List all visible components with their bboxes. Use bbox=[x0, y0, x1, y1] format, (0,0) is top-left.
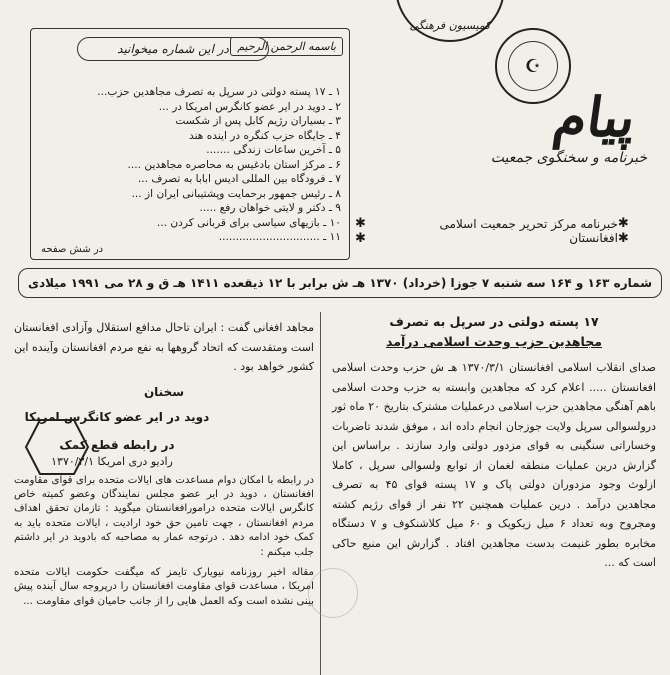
second-article bbox=[8, 312, 321, 675]
article-body-2: مقاله اخیر روزنامه نیویارک تایمز که میگفت حکومت ایالات متحده امریکا ، مساعدت قوای مقاومت افغانستان را درپروجه سال آینده پیش بینی نشده است وکه العمل هایی را از جانب حامیان قوای مقاومت ... bbox=[14, 566, 314, 607]
hexagon-ornament-icon bbox=[24, 418, 90, 476]
emblem-icon: ☪ bbox=[508, 41, 558, 91]
contents-item[interactable]: ۱۰ ـ بازیهای سیاسی برای قربانی کردن ... bbox=[156, 216, 341, 229]
faded-stamp-icon bbox=[308, 568, 358, 618]
contents-item[interactable]: ۲ ـ دوید در ایر عضو کانگرس امریکا در ... bbox=[158, 100, 341, 113]
quote-paragraph: مجاهد افغانی گفت : ایران تاحال مدافع استقلال وآزادی افغانستان است ومتقدست که اتحاد گروهها به نفع مردم افغانستان وآینده این کشور خواهد بود . bbox=[14, 321, 314, 373]
section-title: سخنان bbox=[143, 384, 185, 399]
table-of-contents bbox=[30, 28, 350, 260]
lead-article bbox=[326, 312, 662, 675]
contents-item[interactable]: ۹ ـ دکتر و لایتی خواهان رفع ..... bbox=[199, 202, 341, 214]
newspaper-subtitle: خبرنامه و سخنگوی جمعیت bbox=[490, 150, 647, 166]
cultural-seal bbox=[395, 0, 505, 42]
bismillah: باسمه الرحمن الرحیم bbox=[230, 37, 343, 56]
article-byline: رادیو دری امریکا ۱۳۷۰/۳/۱ bbox=[51, 454, 173, 468]
contents-item[interactable]: ۷ ـ فرودگاه بین المللی ادیس ابابا به تصرف ... bbox=[137, 173, 341, 185]
newspaper-title: پیام bbox=[549, 85, 640, 149]
contents-item[interactable]: ۸ ـ رئیس جمهور برحمایت وپشتیبانی ایران از ... bbox=[131, 187, 341, 200]
lead-headline: ۱۷ پسته دولتی در سرپل به تصرف bbox=[389, 314, 599, 329]
stars-right: ✱ ✱ bbox=[617, 216, 633, 246]
contents-item[interactable]: ۵ ـ آخرین ساعات زندگی ....... bbox=[206, 144, 341, 156]
page-count-label: در شش صفحه bbox=[41, 244, 104, 255]
stars-left: ✱ ✱ bbox=[355, 216, 370, 246]
tagline: خبرنامه مرکز تحریر جمعیت اسلامی افغانستان bbox=[439, 217, 618, 245]
masthead bbox=[345, 0, 665, 262]
contents-item[interactable]: ۱ ـ ۱۷ پسته دولتی در سرپل به تصرف مجاهدین حزب... bbox=[97, 86, 341, 98]
contents-list bbox=[39, 85, 341, 245]
contents-item[interactable]: ۳ ـ بسیاران رژیم کابل پس از شکست bbox=[175, 115, 341, 127]
contents-item[interactable]: ۱۱ ـ .............................. bbox=[218, 231, 341, 243]
article-title: دوید در ایر عضو کانگرس امریکا bbox=[24, 409, 210, 424]
lead-article-body: صدای انقلاب اسلامی افغانستان ۱۳۷۰/۳/۱ هـ ش حزب وحدت اسلامی افغانستان ..... اعلام کرد که مجاهدین وابسته به حزب وحدت اسلامی باهم آهنگی مجاهدین حزب اسلامی درعملیات مشترک بتاریخ ۲۰ ماه ثور درولسوالی سرپل ولایت جوزجان انجام داده اند ، موفق شدند تاضربات وخساراتی سنگینی به قوای مزدور دولتی وارد سازند . براساس این گزارش درین عملیات منطقه لغمان از توابع ولسوالی سرپل ، کاملا ازلوث وجود مزدوران دولتی پاک و ۱۷ پسته قوای ۴۵ به تصرف مجاهدین درآمد . درین عملیات همچنین ۲۲ نفر از قوای رژیم کشته ومجروح وبه تعداد ۶ میل زیکویک و ۶۰ میل کلاشنکوف و ۷ دستگاه مخابره بطور غنیمت بدست مجاهدین افتاد . گزارش این منبع حاکی است که ... bbox=[332, 361, 656, 569]
article-body-1: در رابطه با امکان دوام مساعدت های ایالات متحده برای قوای مقاومت افغانستان ، دوید در ایر عضو مجلس نمایندگان وعضو کمیته خاص کانگرس ایالات متحده درامورافغانستان میگوید : تازمان تحقق اهداف مردم افغانستان ، جهت تامین حق خود ارادیت ، ایالات متحده باید به کمک خود ادامه دهد . درتوجه عمار به مصاحبه که بادوید در ایر داشتم جلب میکنم : bbox=[14, 474, 314, 558]
cultural-seal-text: کمیسیون فرهنگی bbox=[409, 19, 491, 32]
article-title-sub: در رابطه قطع کمک bbox=[59, 437, 175, 452]
contents-item[interactable]: ۶ ـ مرکز استان بادغیس به محاصره مجاهدین .... bbox=[127, 158, 341, 171]
issue-dateline: شماره ۱۶۳ و ۱۶۴ سه شنبه ۷ جوزا (خرداد) ۱۳۷۰ هـ ش برابر با ۱۲ ذیقعده ۱۴۱۱ هـ ق و ۲۸ می ۱۹۹۱ میلادی bbox=[18, 268, 662, 298]
contents-item[interactable]: ۴ ـ جایگاه حزب کنگره در اینده هند bbox=[189, 129, 341, 142]
contents-heading: در این شماره میخوانید bbox=[77, 37, 269, 61]
lead-headline-sub: مجاهدین حزب وحدت اسلامی درآمد bbox=[386, 334, 602, 349]
tagline-row bbox=[345, 210, 665, 252]
